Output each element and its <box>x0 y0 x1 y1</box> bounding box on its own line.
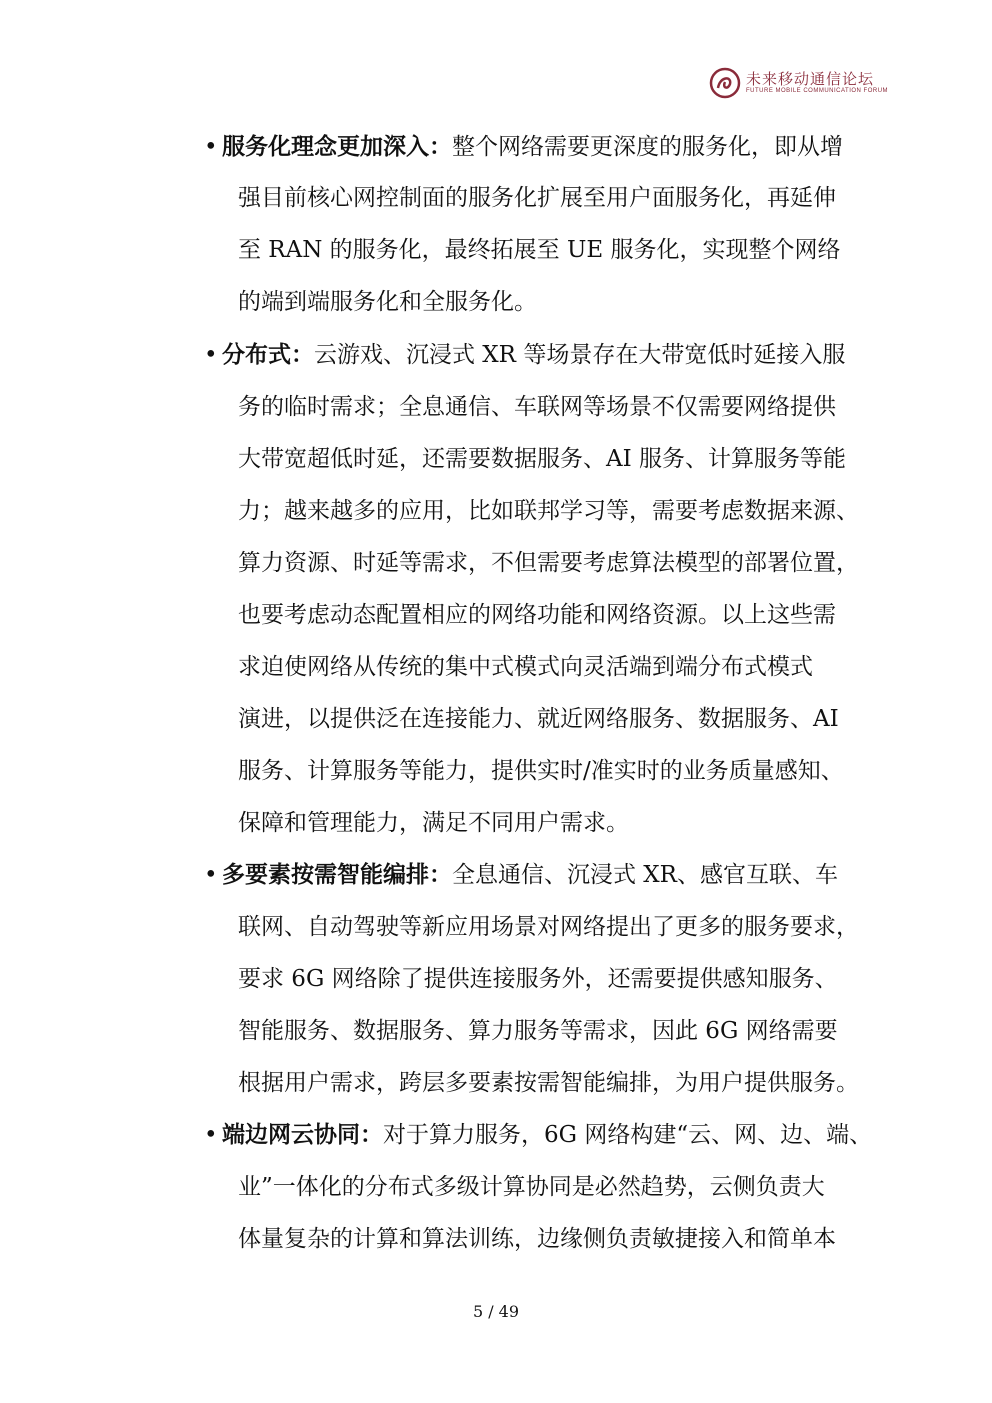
bullet-first-line <box>222 340 845 370</box>
bullet-dot: • <box>204 342 218 368</box>
line-text: 演进，以提供泛在连接能力、就近网络服务、数据服务、AI <box>238 706 839 732</box>
line-text: 智能服务、数据服务、算力服务等需求，因此 6G 网络需要 <box>238 1018 838 1044</box>
line-text: 全息通信、沉浸式 XR、感官互联、车 <box>452 862 839 888</box>
line-text: 大带宽超低时延，还需要数据服务、AI 服务、计算服务等能 <box>238 446 847 472</box>
line-text: 力；越来越多的应用，比如联邦学习等，需要考虑数据来源、 <box>238 498 859 524</box>
bullet-first-line <box>222 1120 872 1150</box>
bullet-title: 端边网云协同： <box>222 1122 383 1148</box>
line-text: 保障和管理能力，满足不同用户需求。 <box>238 810 629 836</box>
line-text: 服务、计算服务等能力，提供实时/准实时的业务质量感知、 <box>238 758 844 784</box>
bullet-dot: • <box>204 134 218 160</box>
line-text: 体量复杂的计算和算法训练，边缘侧负责敏捷接入和简单本 <box>238 1226 836 1252</box>
line-text: 至 RAN 的服务化，最终拓展至 UE 服务化，实现整个网络 <box>238 237 841 263</box>
line-text: 业”一体化的分布式多级计算协同是必然趋势，云侧负责大 <box>238 1174 825 1200</box>
bullet-dot: • <box>204 862 218 888</box>
line-text: 联网、自动驾驶等新应用场景对网络提出了更多的服务要求， <box>238 914 859 940</box>
logo-chinese-text: 未来移动通信论坛 <box>746 70 875 88</box>
line-text: 也要考虑动态配置相应的网络功能和网络资源。以上这些需 <box>238 602 836 628</box>
forum-logo <box>708 66 888 102</box>
bullet-first-line <box>222 132 843 162</box>
line-text: 要求 6G 网络除了提供连接服务外，还需要提供感知服务、 <box>238 966 838 992</box>
line-text: 整个网络需要更深度的服务化，即从增 <box>452 134 843 160</box>
line-text: 对于算力服务，6G 网络构建“云、网、边、端、 <box>383 1122 873 1148</box>
line-text: 求迫使网络从传统的集中式模式向灵活端到端分布式模式 <box>238 654 813 680</box>
line-text: 算力资源、时延等需求，不但需要考虑算法模型的部署位置， <box>238 550 859 576</box>
line-text: 根据用户需求，跨层多要素按需智能编排，为用户提供服务。 <box>238 1070 859 1096</box>
bullet-title: 服务化理念更加深入： <box>222 134 452 160</box>
line-text: 务的临时需求；全息通信、车联网等场景不仅需要网络提供 <box>238 394 836 420</box>
bullet-dot: • <box>204 1122 218 1148</box>
logo-english-text: FUTURE MOBILE COMMUNICATION FORUM <box>746 88 889 94</box>
bullet-title: 分布式： <box>222 342 314 368</box>
line-text: 强目前核心网控制面的服务化扩展至用户面服务化，再延伸 <box>238 185 836 211</box>
forum-logo-icon <box>708 66 742 100</box>
bullet-first-line <box>222 860 838 890</box>
line-text: 云游戏、沉浸式 XR 等场景存在大带宽低时延接入服 <box>314 342 846 368</box>
bullet-title: 多要素按需智能编排： <box>222 862 452 888</box>
line-text: 的端到端服务化和全服务化。 <box>238 289 537 315</box>
page-number: 5 / 49 <box>472 1302 520 1321</box>
